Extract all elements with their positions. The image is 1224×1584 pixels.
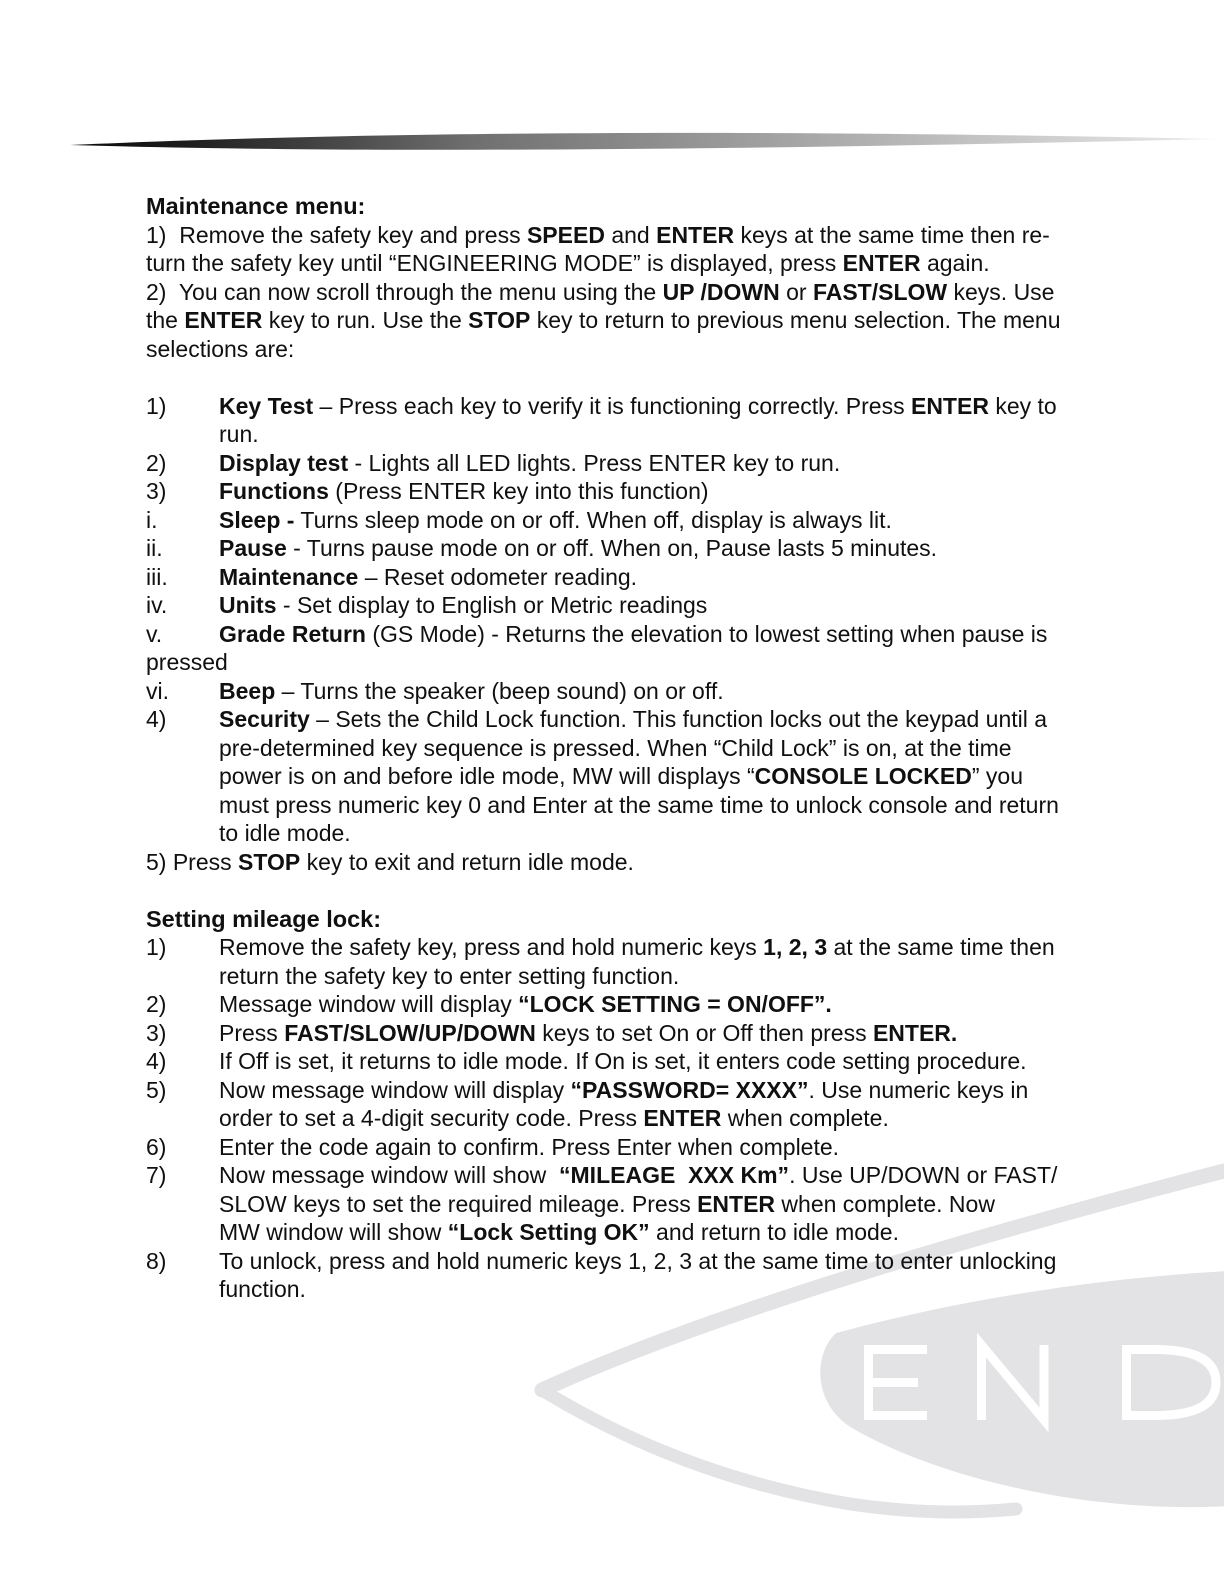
line-text: the ENTER key to run. Use the STOP key to return to previous menu selection. The menu bbox=[146, 307, 1061, 333]
doc-line bbox=[146, 1076, 1150, 1105]
list-marker: iv. bbox=[146, 592, 168, 618]
line-text: Units - Set display to English or Metric readings bbox=[219, 592, 708, 618]
line-text: power is on and before idle mode, MW will displays “CONSOLE LOCKED” you bbox=[219, 763, 1023, 789]
list-marker: 5) bbox=[146, 1076, 167, 1103]
doc-line bbox=[146, 1133, 1150, 1162]
doc-line bbox=[146, 449, 1150, 478]
list-marker: 2) bbox=[146, 991, 167, 1017]
doc-line bbox=[146, 420, 1150, 449]
line-text: to idle mode. bbox=[219, 820, 351, 846]
doc-line bbox=[146, 563, 1150, 592]
list-marker: 4) bbox=[146, 706, 167, 732]
list-marker: 7) bbox=[146, 1162, 167, 1188]
list-marker bbox=[146, 962, 219, 991]
line-text: Pause - Turns pause mode on or off. When on, Pause lasts 5 minutes. bbox=[219, 535, 938, 561]
doc-line bbox=[146, 1161, 1150, 1190]
doc-line bbox=[146, 221, 1150, 250]
doc-line bbox=[146, 762, 1150, 791]
list-marker bbox=[146, 1104, 219, 1133]
blank-line bbox=[146, 363, 1150, 392]
list-marker bbox=[146, 791, 219, 820]
doc-line bbox=[146, 392, 1150, 421]
doc-line bbox=[146, 1218, 1150, 1247]
line-text: Message window will display “LOCK SETTING = ON/OFF”. bbox=[219, 991, 832, 1017]
doc-line bbox=[146, 1019, 1150, 1048]
list-marker bbox=[146, 819, 219, 848]
line-text: Maintenance – Reset odometer reading. bbox=[219, 563, 638, 590]
line-text: order to set a 4-digit security code. Press ENTER when complete. bbox=[219, 1105, 889, 1131]
list-marker: vi. bbox=[146, 677, 169, 704]
line-text: run. bbox=[219, 421, 259, 447]
list-marker: 6) bbox=[146, 1133, 167, 1160]
doc-line bbox=[146, 249, 1150, 278]
list-marker: 1) bbox=[146, 934, 167, 960]
doc-line bbox=[146, 1047, 1150, 1076]
doc-line bbox=[146, 335, 1150, 364]
line-text: selections are: bbox=[146, 335, 295, 362]
line-text: pre-determined key sequence is pressed. When “Child Lock” is on, at the time bbox=[219, 734, 1012, 761]
list-marker bbox=[146, 1190, 219, 1219]
doc-line bbox=[146, 791, 1150, 820]
doc-line bbox=[146, 591, 1150, 620]
line-text: pressed bbox=[146, 649, 228, 675]
line-text: turn the safety key until “ENGINEERING MODE” is displayed, press ENTER again. bbox=[146, 250, 990, 276]
list-marker: v. bbox=[146, 620, 163, 647]
line-text: Now message window will show “MILEAGE XXX Km”. Use UP/DOWN or FAST/ bbox=[219, 1162, 1058, 1188]
line-text: SLOW keys to set the required mileage. Press ENTER when complete. Now bbox=[219, 1190, 995, 1217]
doc-line bbox=[146, 1247, 1150, 1276]
doc-line bbox=[146, 848, 1150, 877]
list-marker: 3) bbox=[146, 1019, 167, 1046]
list-marker bbox=[146, 1218, 219, 1247]
line-text: Key Test – Press each key to verify it is functioning correctly. Press ENTER key to bbox=[219, 392, 1057, 419]
list-marker: 8) bbox=[146, 1247, 167, 1274]
doc-line bbox=[146, 819, 1150, 848]
line-text: Display test - Lights all LED lights. Press ENTER key to run. bbox=[219, 449, 841, 476]
doc-line bbox=[146, 620, 1150, 649]
doc-line bbox=[146, 1104, 1150, 1133]
line-text: Beep – Turns the speaker (beep sound) on or off. bbox=[219, 677, 724, 704]
section-heading: Maintenance menu: bbox=[146, 193, 366, 219]
doc-line bbox=[146, 705, 1150, 734]
list-marker bbox=[146, 420, 219, 449]
doc-line bbox=[146, 990, 1150, 1019]
list-marker: 3) bbox=[146, 478, 167, 504]
line-text: Grade Return (GS Mode) - Returns the elevation to lowest setting when pause is bbox=[219, 620, 1048, 647]
line-text: To unlock, press and hold numeric keys 1, 2, 3 at the same time to enter unlocking bbox=[219, 1247, 1057, 1274]
line-text: must press numeric key 0 and Enter at the same time to unlock console and return bbox=[219, 791, 1059, 818]
list-marker bbox=[146, 1275, 219, 1304]
list-marker: i. bbox=[146, 506, 158, 533]
doc-line bbox=[146, 962, 1150, 991]
blank-line bbox=[146, 876, 1150, 905]
doc-line bbox=[146, 278, 1150, 307]
line-text: 2) You can now scroll through the menu using the UP /DOWN or FAST/SLOW keys. Use bbox=[146, 278, 1055, 305]
doc-line bbox=[146, 933, 1150, 962]
list-marker bbox=[146, 734, 219, 763]
doc-line bbox=[146, 1275, 1150, 1304]
line-text: Now message window will display “PASSWORD= XXXX”. Use numeric keys in bbox=[219, 1076, 1029, 1103]
section-heading: Setting mileage lock: bbox=[146, 905, 382, 932]
line-text: Remove the safety key, press and hold numeric keys 1, 2, 3 at the same time then bbox=[219, 934, 1055, 960]
document-body bbox=[146, 192, 1150, 1304]
line-text: Press FAST/SLOW/UP/DOWN keys to set On or Off then press ENTER. bbox=[219, 1019, 958, 1046]
line-text: return the safety key to enter setting function. bbox=[219, 962, 680, 989]
doc-line bbox=[146, 306, 1150, 335]
doc-line bbox=[146, 677, 1150, 706]
list-marker: ii. bbox=[146, 535, 163, 561]
line-text: 1) Remove the safety key and press SPEED and ENTER keys at the same time then re- bbox=[146, 221, 1050, 248]
line-text: MW window will show “Lock Setting OK” and return to idle mode. bbox=[219, 1219, 899, 1245]
list-marker: 4) bbox=[146, 1048, 167, 1074]
doc-line bbox=[146, 534, 1150, 563]
line-text: Enter the code again to confirm. Press Enter when complete. bbox=[219, 1133, 840, 1160]
doc-line bbox=[146, 477, 1150, 506]
line-text: Security – Sets the Child Lock function. This function locks out the keypad until a bbox=[219, 706, 1048, 732]
list-marker: 1) bbox=[146, 392, 167, 419]
doc-line bbox=[146, 1190, 1150, 1219]
line-text: Sleep - Turns sleep mode on or off. When off, display is always lit. bbox=[219, 506, 892, 533]
line-text: function. bbox=[219, 1276, 306, 1302]
line-text: If Off is set, it returns to idle mode. If On is set, it enters code setting procedure. bbox=[219, 1048, 1027, 1074]
line-text: 5) Press STOP key to exit and return idle mode. bbox=[146, 848, 634, 875]
line-text: Functions (Press ENTER key into this function) bbox=[219, 478, 709, 504]
list-marker bbox=[146, 762, 219, 791]
list-marker: iii. bbox=[146, 563, 168, 590]
doc-line bbox=[146, 734, 1150, 763]
doc-line bbox=[146, 506, 1150, 535]
doc-line bbox=[146, 648, 1150, 677]
list-marker: 2) bbox=[146, 449, 167, 476]
